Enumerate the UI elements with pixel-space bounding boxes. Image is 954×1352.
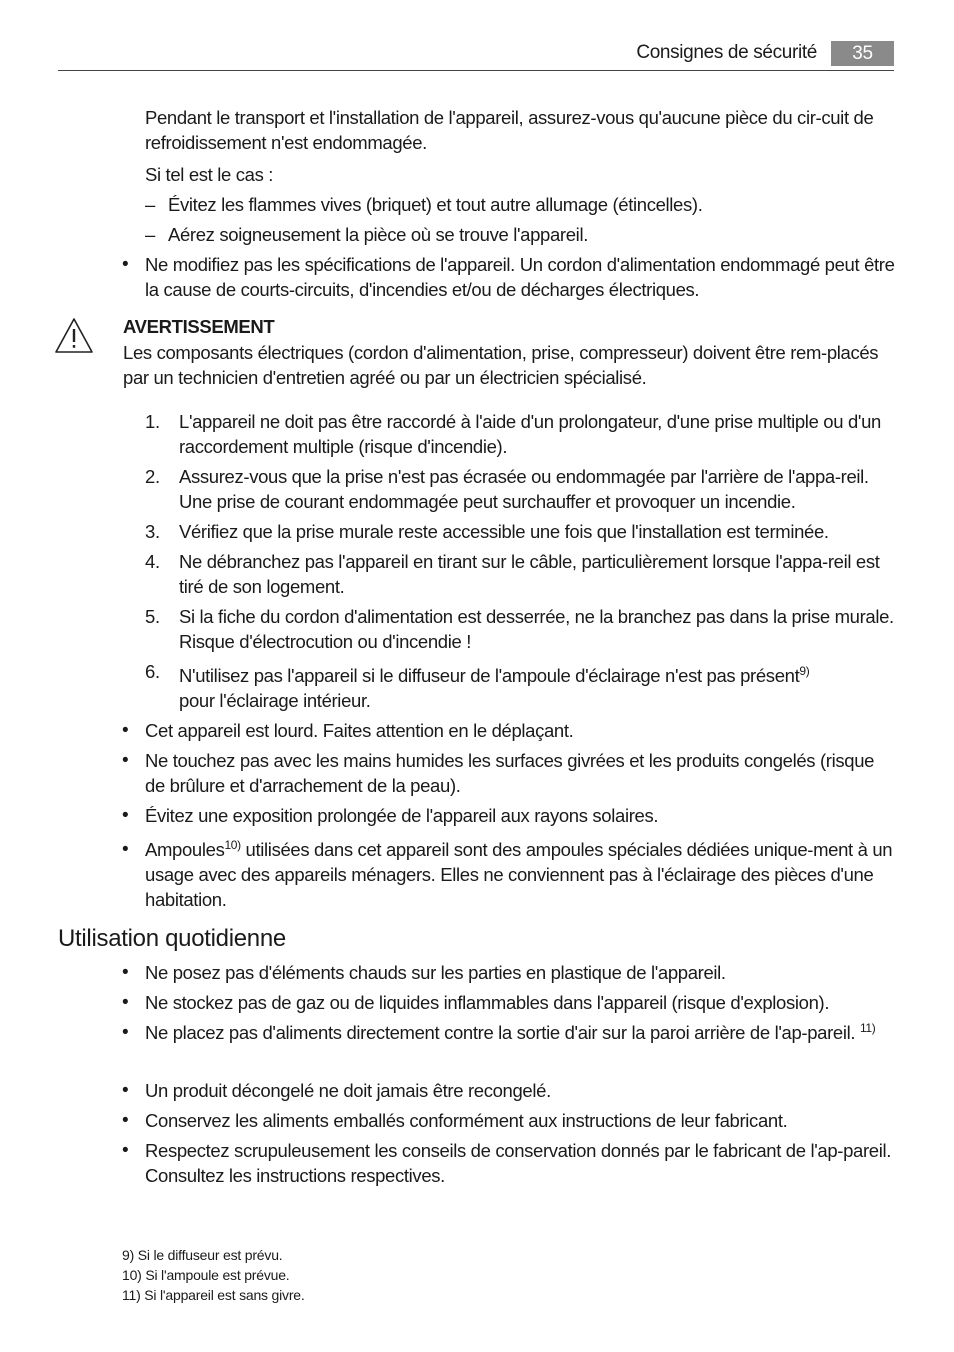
list-number: 6. xyxy=(145,661,160,682)
numbered-item-text-part: pour l'éclairage intérieur. xyxy=(179,690,371,711)
bullet-item-text: Ne posez pas d'éléments chauds sur les parties en plastique de l'appareil. xyxy=(145,962,726,983)
dash-marker: – xyxy=(145,224,155,245)
numbered-item-text: Ne débranchez pas l'appareil en tirant sur le câble, particulièrement lorsque l'appa-reil est tiré de son logement. xyxy=(179,551,880,597)
dash-item-text: Évitez les flammes vives (briquet) et tout autre allumage (étincelles). xyxy=(168,194,703,215)
bullet-marker: • xyxy=(122,720,129,741)
section-heading: Utilisation quotidienne xyxy=(58,925,286,952)
dash-item-text: Aérez soigneusement la pièce où se trouve l'appareil. xyxy=(168,224,588,245)
footnote: 9) Si le diffuseur est prévu. xyxy=(122,1247,283,1263)
running-header-title: Consignes de sécurité xyxy=(636,42,817,63)
bullet-item-text: Un produit décongelé ne doit jamais être recongelé. xyxy=(145,1080,551,1101)
bullet-marker: • xyxy=(122,1022,129,1043)
list-number: 3. xyxy=(145,521,160,542)
bullet-marker: • xyxy=(122,750,129,771)
numbered-item-text xyxy=(145,659,897,713)
bullet-marker: • xyxy=(122,1140,129,1161)
bullet-marker: • xyxy=(122,962,129,983)
bullet-list-item xyxy=(122,837,897,912)
list-number: 4. xyxy=(145,551,160,572)
bullet-list-item xyxy=(122,960,897,985)
bullet-item-text xyxy=(122,837,897,912)
footnote-ref: 11) xyxy=(859,1021,876,1035)
list-number: 5. xyxy=(145,606,160,627)
numbered-item-text: Vérifiez que la prise murale reste accessible une fois que l'installation est terminée. xyxy=(179,521,829,542)
bullet-marker: • xyxy=(122,1110,129,1131)
numbered-item-text: L'appareil ne doit pas être raccordé à l'aide d'un prolongateur, d'une prise multiple ou d'un raccordement multiple (risque d'incendie). xyxy=(179,411,881,457)
numbered-list-item xyxy=(145,409,897,459)
header-divider xyxy=(58,70,894,71)
bullet-marker: • xyxy=(122,992,129,1013)
bullet-list-item xyxy=(122,1078,897,1103)
numbered-item-text: Assurez-vous que la prise n'est pas écrasée ou endommagée par l'arrière de l'appa-reil. Une prise de courant endommagée peut surchauffer et provoquer un incendie. xyxy=(179,466,869,512)
bullet-item-text-part: utilisées dans cet appareil sont des ampoules spéciales dédiées unique-ment à un usage avec des appareils ménagers. Elles ne conviennent pas à l'éclairage des pièces d'une habitation. xyxy=(145,839,893,910)
list-number: 1. xyxy=(145,411,160,432)
page-number-badge: 35 xyxy=(831,41,894,66)
bullet-item-text xyxy=(122,1020,897,1045)
numbered-list-item xyxy=(145,464,897,514)
bullet-item-text: Conservez les aliments emballés conformément aux instructions de leur fabricant. xyxy=(145,1110,788,1131)
bullet-marker: • xyxy=(122,839,129,860)
intro-paragraph: Pendant le transport et l'installation de l'appareil, assurez-vous qu'aucune pièce du cir-cuit de refroidissement n'est endommagée. xyxy=(145,107,874,153)
bullet-list-item xyxy=(122,1108,897,1133)
bullet-list-item xyxy=(122,1020,897,1045)
footnotes xyxy=(122,1245,305,1305)
bullet-marker: • xyxy=(122,254,129,275)
intro-condition: Si tel est le cas : xyxy=(145,164,274,185)
bullet-list-item xyxy=(122,252,897,302)
numbered-list-item xyxy=(145,659,897,713)
bullet-list-item xyxy=(122,748,897,798)
warning-text: Les composants électriques (cordon d'alimentation, prise, compresseur) doivent être rem-placés par un technicien d'entretien agréé ou par un électricien spécialisé. xyxy=(123,342,879,388)
bullet-item-text: Cet appareil est lourd. Faites attention en le déplaçant. xyxy=(145,720,574,741)
numbered-list-item xyxy=(145,519,897,544)
bullet-list-item xyxy=(122,990,897,1015)
bullet-item-text: Respectez scrupuleusement les conseils de conservation donnés par le fabricant de l'ap-pareil. Consultez les instructions respectives. xyxy=(145,1140,892,1186)
bullet-item-text: Ne touchez pas avec les mains humides les surfaces givrées et les produits congelés (risque de brûlure et d'arrachement de la peau). xyxy=(145,750,875,796)
numbered-list-item xyxy=(145,604,897,654)
footnote-ref: 9) xyxy=(799,664,810,678)
bullet-item-text-part: Ne placez pas d'aliments directement contre la sortie d'air sur la paroi arrière de l'ap-pareil. xyxy=(145,1022,860,1043)
dash-list-item xyxy=(145,222,897,247)
bullet-item-text: Ne stockez pas de gaz ou de liquides inflammables dans l'appareil (risque d'explosion). xyxy=(145,992,830,1013)
bullet-list-item xyxy=(122,1138,897,1188)
numbered-item-text-part: N'utilisez pas l'appareil si le diffuseur de l'ampoule d'éclairage n'est pas présent xyxy=(179,665,800,686)
bullet-list-item xyxy=(122,803,897,828)
warning-title: AVERTISSEMENT xyxy=(123,316,275,337)
bullet-list-item xyxy=(122,718,897,743)
warning-triangle-icon xyxy=(54,317,94,355)
numbered-list-item xyxy=(145,549,897,599)
numbered-item-text: Si la fiche du cordon d'alimentation est desserrée, ne la branchez pas dans la prise murale. Risque d'électrocution ou d'incendie ! xyxy=(179,606,894,652)
bullet-marker: • xyxy=(122,1080,129,1101)
bullet-item-text: Ne modifiez pas les spécifications de l'appareil. Un cordon d'alimentation endommagé peut être la cause de courts-circuits, d'incendies et/ou de décharges électriques. xyxy=(145,254,895,300)
footnote-ref: 10) xyxy=(224,838,241,852)
footnote: 11) Si l'appareil est sans givre. xyxy=(122,1287,305,1303)
dash-marker: – xyxy=(145,194,155,215)
bullet-item-text-part: Ampoules xyxy=(145,839,225,860)
dash-list-item xyxy=(145,192,897,217)
bullet-item-text: Évitez une exposition prolongée de l'appareil aux rayons solaires. xyxy=(145,805,659,826)
list-number: 2. xyxy=(145,466,160,487)
footnote: 10) Si l'ampoule est prévue. xyxy=(122,1267,290,1283)
bullet-marker: • xyxy=(122,805,129,826)
